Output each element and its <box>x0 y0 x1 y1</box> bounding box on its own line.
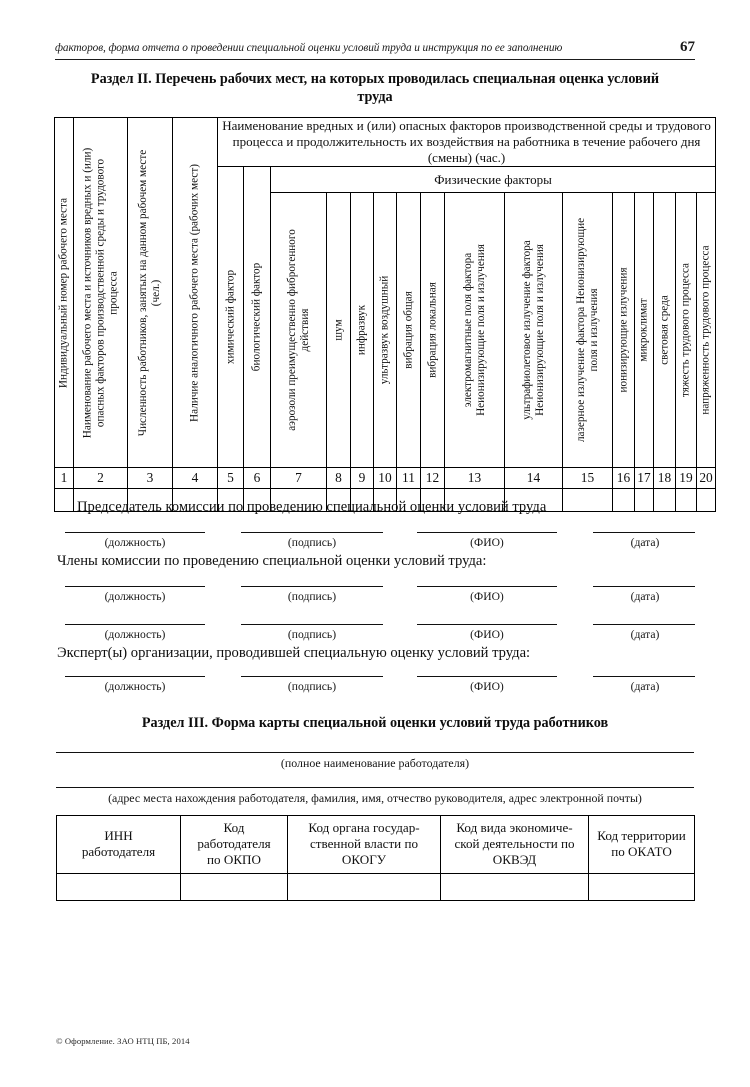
members-heading: Члены комиссии по проведению специальной оценки условий труда: <box>57 553 487 569</box>
expert-signature-captions <box>65 680 695 696</box>
header-col-3 <box>128 118 173 468</box>
caption-fio: (ФИО) <box>470 590 504 603</box>
workplaces-table-wrapper <box>54 117 713 485</box>
header-col-4 <box>173 118 218 468</box>
footer-copyright: © Оформление. ЗАО НТЦ ПБ, 2014 <box>56 1036 190 1046</box>
cell-20[interactable] <box>697 489 716 512</box>
codes-header-okogu-label: Код органа государ- ственной власти по ОКОГУ <box>308 820 420 867</box>
employer-codes-table-wrapper <box>56 815 694 901</box>
employer-name-line[interactable] <box>56 752 694 753</box>
colnum-1: 1 <box>55 468 74 489</box>
header-col-16-label: ионизирующие излучения <box>617 267 629 393</box>
employer-name-caption: (полное наименование работодателя) <box>280 756 470 770</box>
caption-position: (должность) <box>104 590 166 603</box>
members-date-line-2[interactable] <box>593 624 695 625</box>
running-head <box>55 39 695 62</box>
header-col-19 <box>676 192 697 467</box>
header-col-2 <box>74 118 128 468</box>
cell-16[interactable] <box>613 489 635 512</box>
cell-1[interactable] <box>55 489 74 512</box>
cell-19[interactable] <box>676 489 697 512</box>
header-col-20 <box>697 192 716 467</box>
header-hazard-group: Наименование вредных и (или) опасных факторов производственной среды и трудового процесса и продолжительность их воздействия на работника в течение рабочего дня (смены) (час.) <box>218 118 716 167</box>
employer-address-caption: (адрес места нахождения работодателя, фамилия, имя, отчество руководителя, адрес электронной почты) <box>108 791 642 805</box>
members-position-line-2[interactable] <box>65 624 205 625</box>
members-signature-line-1[interactable] <box>241 586 383 587</box>
header-col-13 <box>445 192 505 467</box>
codes-header-okved-label: Код вида экономиче- ской деятельности по ОКВЭД <box>454 820 575 867</box>
header-col-10-label: ультразвук воздушный <box>378 275 391 385</box>
header-col-16 <box>613 192 635 467</box>
caption-position: (должность) <box>104 680 166 693</box>
members-signature-captions-2 <box>65 628 695 644</box>
page-number: 67 <box>680 39 695 55</box>
codes-header-inn-label: ИНН работодателя <box>81 828 156 859</box>
header-col-5 <box>218 167 244 468</box>
expert-fio-line[interactable] <box>417 676 557 677</box>
colnum-18: 18 <box>654 468 676 489</box>
header-col-11-label: вибрация общая <box>402 291 414 369</box>
colnum-16: 16 <box>613 468 635 489</box>
cell-17[interactable] <box>635 489 654 512</box>
caption-signature: (подпись) <box>287 680 337 693</box>
expert-signature-line[interactable] <box>241 676 383 677</box>
header-col-1-label: Индивидуальный номер рабочего места <box>57 197 70 388</box>
header-col-6-label: биологический фактор <box>250 262 263 372</box>
caption-position: (должность) <box>104 536 166 549</box>
colnum-11: 11 <box>397 468 421 489</box>
members-signature-line-2[interactable] <box>241 624 383 625</box>
members-date-line-1[interactable] <box>593 586 695 587</box>
header-col-3-label: Численность работников, занятых на данном рабочем месте (чел.) <box>137 149 162 436</box>
table-header-row-group <box>55 118 716 167</box>
header-col-15 <box>563 192 613 467</box>
members-fio-line-2[interactable] <box>417 624 557 625</box>
chairman-signature-captions <box>65 536 695 552</box>
chairman-heading: Председатель комиссии по проведению специальной оценки условий труда <box>77 499 547 515</box>
employer-address-line[interactable] <box>56 787 694 788</box>
header-col-20-label: напряженность трудового процесса <box>699 245 712 415</box>
workplaces-table <box>54 117 716 512</box>
header-col-5-label: химический фактор <box>224 269 236 365</box>
header-col-2-label: Наименование рабочего места и источников вредных и (или) опасных факторов производственной среды и трудового процесса <box>81 147 119 438</box>
colnum-9: 9 <box>351 468 374 489</box>
caption-date: (дата) <box>630 536 660 549</box>
caption-fio: (ФИО) <box>470 536 504 549</box>
codes-cell-okpo[interactable] <box>181 874 288 901</box>
codes-header-okpo <box>181 816 288 874</box>
header-col-17-label: микроклимат <box>637 298 650 362</box>
members-fio-line-1[interactable] <box>417 586 557 587</box>
codes-cell-okato[interactable] <box>589 874 695 901</box>
header-col-11 <box>397 192 421 467</box>
colnum-17: 17 <box>635 468 654 489</box>
colnum-2: 2 <box>74 468 128 489</box>
caption-date: (дата) <box>630 590 660 603</box>
colnum-6: 6 <box>244 468 271 489</box>
colnum-10: 10 <box>374 468 397 489</box>
colnum-20: 20 <box>697 468 716 489</box>
colnum-19: 19 <box>676 468 697 489</box>
colnum-5: 5 <box>218 468 244 489</box>
header-col-13-label: электромагнитные поля фактора Неионизирующие поля и излучения <box>461 243 487 416</box>
header-col-7-label: аэрозоли преимущественно фиброгенного действия <box>285 228 311 431</box>
header-col-14 <box>505 192 563 467</box>
table-column-numbers-row <box>55 468 716 489</box>
header-col-12-label: вибрация локальная <box>426 281 438 378</box>
header-col-9-label: инфразвук <box>355 304 368 355</box>
caption-signature: (подпись) <box>287 536 337 549</box>
chairman-date-line[interactable] <box>593 532 695 533</box>
cell-15[interactable] <box>563 489 613 512</box>
expert-position-line[interactable] <box>65 676 205 677</box>
chairman-position-line[interactable] <box>65 532 205 533</box>
colnum-12: 12 <box>421 468 445 489</box>
section-3-title: Раздел III. Форма карты специальной оценки условий труда работников <box>141 715 609 731</box>
caption-fio: (ФИО) <box>470 680 504 693</box>
colnum-8: 8 <box>327 468 351 489</box>
chairman-signature-rules <box>65 532 695 533</box>
header-col-9 <box>351 192 374 467</box>
chairman-fio-line[interactable] <box>417 532 557 533</box>
employer-codes-table <box>56 815 695 901</box>
codes-header-okved <box>441 816 589 874</box>
header-col-18 <box>654 192 676 467</box>
members-position-line-1[interactable] <box>65 586 205 587</box>
header-col-7 <box>271 192 327 467</box>
codes-header-inn <box>57 816 181 874</box>
header-col-4-label: Наличие аналогичного рабочего места (рабочих мест) <box>188 163 201 422</box>
header-col-14-label: ультрафиолетовое излучение фактора Неионизирующие поля и излучения <box>520 240 546 420</box>
codes-header-row <box>57 816 695 874</box>
header-col-8-label: шум <box>332 319 344 341</box>
caption-date: (дата) <box>630 628 660 641</box>
colnum-7: 7 <box>271 468 327 489</box>
codes-header-okato <box>589 816 695 874</box>
header-col-19-label: тяжесть трудового процесса <box>679 262 692 397</box>
members-signature-rules-2 <box>65 624 695 625</box>
header-col-12 <box>421 192 445 467</box>
caption-position: (должность) <box>104 628 166 641</box>
codes-header-okogu <box>288 816 441 874</box>
codes-value-row[interactable] <box>57 874 695 901</box>
header-physical-factors: Физические факторы <box>271 167 716 193</box>
header-col-10 <box>374 192 397 467</box>
members-signature-captions-1 <box>65 590 695 606</box>
cell-18[interactable] <box>654 489 676 512</box>
codes-header-okpo-label: Код работодателя по ОКПО <box>197 820 271 867</box>
header-col-18-label: световая среда <box>658 295 670 365</box>
header-col-15-label: лазерное излучение фактора Неионизирующие поля и излучения <box>574 217 600 442</box>
colnum-13: 13 <box>445 468 505 489</box>
header-col-6 <box>244 167 271 468</box>
expert-signature-rules <box>65 676 695 677</box>
codes-cell-inn[interactable] <box>57 874 181 901</box>
caption-date: (дата) <box>630 680 660 693</box>
running-head-rule <box>55 59 695 60</box>
codes-cell-okved[interactable] <box>441 874 589 901</box>
header-col-8 <box>327 192 351 467</box>
codes-cell-okogu[interactable] <box>288 874 441 901</box>
header-col-17 <box>635 192 654 467</box>
colnum-3: 3 <box>128 468 173 489</box>
colnum-4: 4 <box>173 468 218 489</box>
expert-heading: Эксперт(ы) организации, проводившей специальную оценку условий труда: <box>57 645 531 661</box>
header-col-1 <box>55 118 74 468</box>
running-head-text: факторов, форма отчета о проведении специальной оценки условий труда и инструкция по ее заполнению <box>55 42 563 54</box>
caption-fio: (ФИО) <box>470 628 504 641</box>
section-2-title: Раздел II. Перечень рабочих мест, на которых проводилась специальная оценка условий труда <box>90 71 660 105</box>
expert-date-line[interactable] <box>593 676 695 677</box>
colnum-15: 15 <box>563 468 613 489</box>
members-signature-rules-1 <box>65 586 695 587</box>
codes-header-okato-label: Код территории по ОКАТО <box>597 828 686 859</box>
colnum-14: 14 <box>505 468 563 489</box>
chairman-signature-line[interactable] <box>241 532 383 533</box>
caption-signature: (подпись) <box>287 590 337 603</box>
caption-signature: (подпись) <box>287 628 337 641</box>
